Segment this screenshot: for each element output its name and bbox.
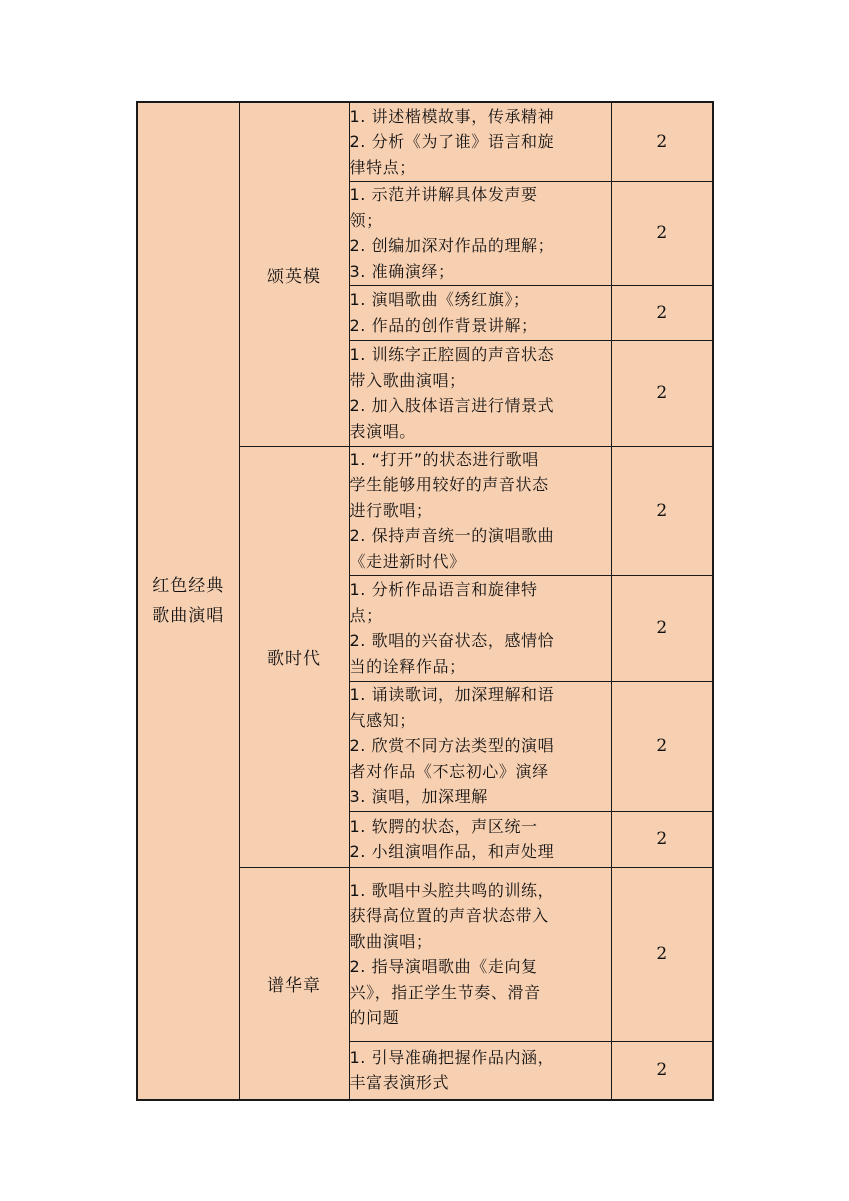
content-line: 的问题 bbox=[349, 1008, 400, 1027]
content-cell bbox=[349, 575, 611, 681]
content-line: 2. 作品的创作背景讲解； bbox=[349, 315, 538, 335]
hours-cell: 2 bbox=[611, 867, 713, 1041]
content-line: 1. 分析作品语言和旋律特 bbox=[349, 580, 538, 599]
content-line: 学生能够用较好的声音状态 bbox=[349, 475, 549, 495]
hours-cell: 2 bbox=[611, 681, 713, 811]
content-line: 领； bbox=[349, 210, 383, 230]
content-cell bbox=[349, 285, 611, 340]
hours-cell: 2 bbox=[611, 1041, 713, 1100]
content-line: 1. 示范并讲解具体发声要 bbox=[349, 185, 538, 204]
content-line: 1. 诵读歌词，加深理解和语 bbox=[349, 685, 555, 705]
hours-cell: 2 bbox=[611, 102, 713, 181]
content-line: 2. 小组演唱作品，和声处理 bbox=[349, 842, 555, 861]
content-cell bbox=[349, 811, 611, 867]
content-line: 进行歌唱； bbox=[349, 500, 433, 520]
content-line: 气感知； bbox=[349, 710, 416, 730]
content-line: 当的诠释作品； bbox=[349, 656, 466, 676]
hours-cell: 2 bbox=[611, 340, 713, 446]
content-line: 表演唱。 bbox=[349, 421, 416, 441]
content-line: 2. 保持声音统一的演唱歌曲 bbox=[349, 526, 555, 546]
table-body bbox=[137, 102, 713, 1100]
content-line: 1. 软腭的状态，声区统一 bbox=[349, 816, 538, 836]
content-line: 1. 引导准确把握作品内涵， bbox=[349, 1047, 555, 1067]
content-line: 歌曲演唱； bbox=[349, 931, 433, 951]
content-line: 2. 加入肢体语言进行情景式 bbox=[349, 396, 555, 415]
content-cell bbox=[349, 867, 611, 1041]
content-line: 2. 歌唱的兴奋状态，感情恰 bbox=[349, 631, 555, 650]
content-line: 获得高位置的声音状态带入 bbox=[349, 906, 549, 925]
subtopic-cell: 谱华章 bbox=[239, 867, 349, 1100]
table-row bbox=[137, 102, 713, 181]
content-line: 2. 指导演唱歌曲《走向复 bbox=[349, 957, 538, 976]
content-line: 3. 准确演绎； bbox=[349, 261, 455, 281]
content-line: 1. 歌唱中头腔共鸣的训练， bbox=[349, 880, 555, 900]
content-line: 丰富表演形式 bbox=[349, 1073, 450, 1093]
content-cell bbox=[349, 1041, 611, 1100]
content-cell bbox=[349, 446, 611, 575]
content-line: 3. 演唱，加深理解 bbox=[349, 787, 488, 807]
subtopic-cell: 歌时代 bbox=[239, 446, 349, 867]
category-line: 歌曲演唱 bbox=[152, 606, 225, 626]
category-line: 红色经典 bbox=[152, 576, 225, 596]
subtopic-cell: 颂英模 bbox=[239, 102, 349, 446]
content-cell bbox=[349, 340, 611, 446]
content-line: 1. “打开”的状态进行歌唱 bbox=[349, 449, 539, 469]
content-line: 带入歌曲演唱； bbox=[349, 370, 466, 390]
hours-cell: 2 bbox=[611, 181, 713, 285]
content-line: 1. 讲述楷模故事，传承精神 bbox=[349, 106, 555, 126]
content-cell bbox=[349, 181, 611, 285]
content-line: 2. 分析《为了谁》语言和旋 bbox=[349, 132, 555, 151]
content-line: 兴》，指正学生节奏、滑音 bbox=[349, 982, 541, 1002]
content-line: 2. 欣赏不同方法类型的演唱 bbox=[349, 736, 555, 756]
content-line: 1. 训练字正腔圆的声音状态 bbox=[349, 345, 555, 364]
content-line: 《走进新时代》 bbox=[349, 551, 466, 571]
hours-cell: 2 bbox=[611, 446, 713, 575]
content-line: 律特点； bbox=[349, 157, 416, 177]
content-line: 者对作品《不忘初心》演绎 bbox=[349, 761, 549, 781]
category-cell bbox=[137, 102, 239, 1100]
content-cell bbox=[349, 681, 611, 811]
content-line: 2. 创编加深对作品的理解； bbox=[349, 236, 555, 255]
hours-cell: 2 bbox=[611, 285, 713, 340]
hours-cell: 2 bbox=[611, 811, 713, 867]
hours-cell: 2 bbox=[611, 575, 713, 681]
content-line: 点； bbox=[349, 605, 383, 625]
content-cell bbox=[349, 102, 611, 181]
content-line: 1. 演唱歌曲《绣红旗》； bbox=[349, 290, 530, 309]
course-schedule-table bbox=[136, 101, 714, 1101]
